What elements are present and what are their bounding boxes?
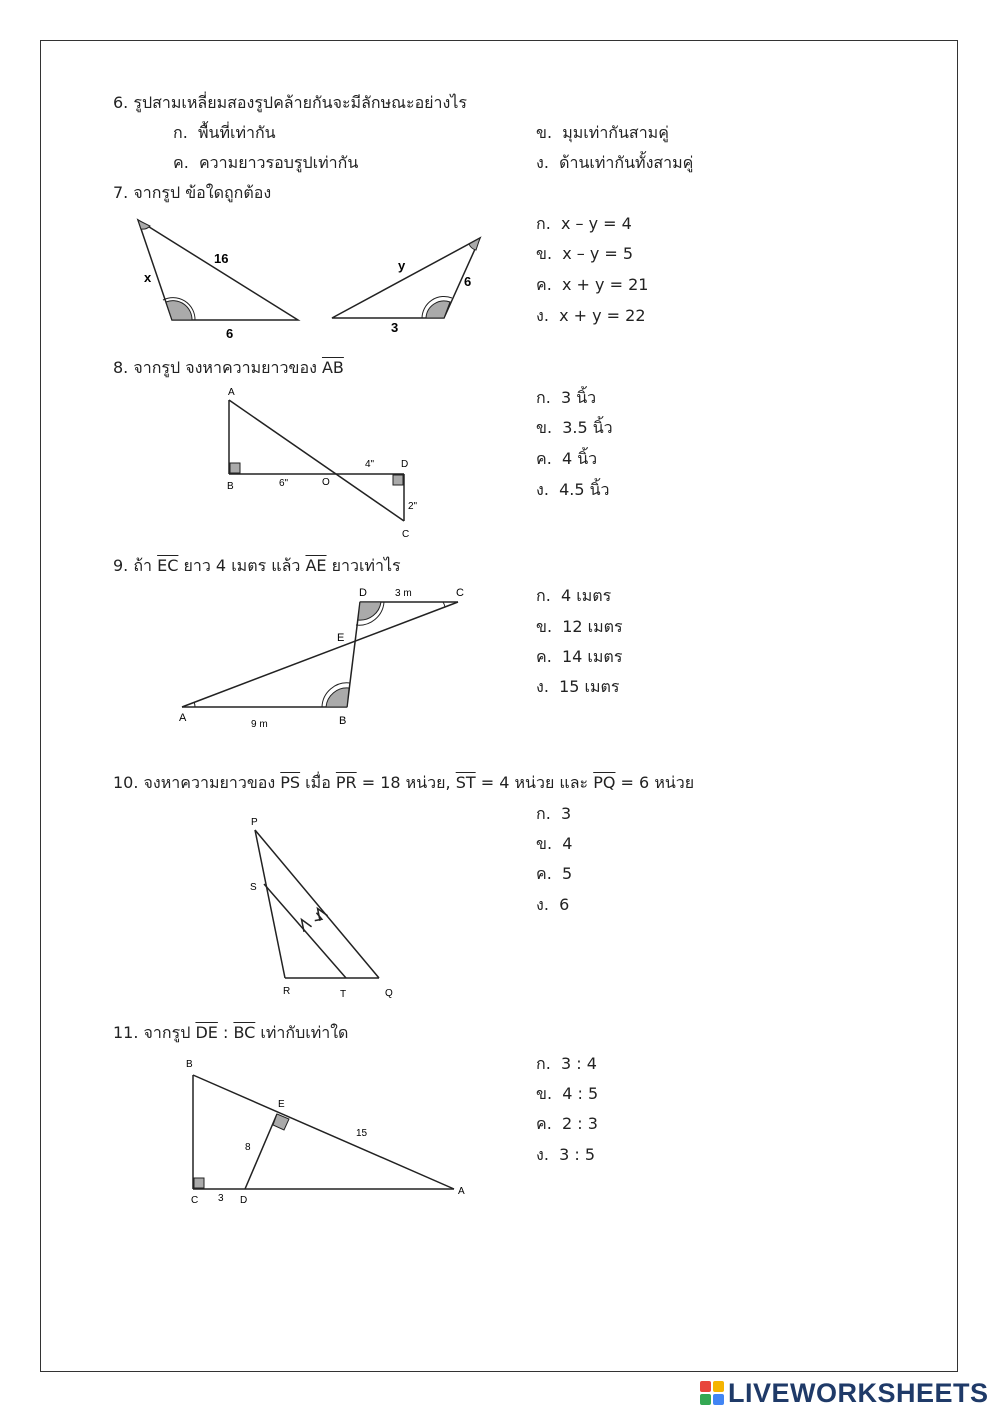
logo-square: [700, 1394, 711, 1405]
svg-text:C: C: [402, 529, 410, 540]
segment-ab: $\overline{AB}$: [321, 358, 344, 377]
svg-text:2": 2": [408, 501, 418, 512]
svg-text:B: B: [227, 481, 234, 492]
logo-square: [700, 1381, 711, 1392]
question-text: จากรูป จงหาความยาวของ: [133, 358, 322, 377]
choice-7b[interactable]: ข. x – y = 5: [536, 244, 634, 263]
choice-10d[interactable]: ง. 6: [536, 895, 570, 914]
svg-text:3 m: 3 m: [395, 588, 412, 599]
q10-figure: [240, 810, 410, 1005]
choice-6c[interactable]: ค. ความยาวรอบรูปเท่ากัน: [173, 153, 359, 172]
choice-7d[interactable]: ง. x + y = 22: [536, 306, 646, 325]
svg-text:A: A: [179, 712, 187, 724]
choice-6b[interactable]: ข. มุมเท่ากันสามคู่: [536, 123, 669, 142]
q11-figure: [180, 1055, 480, 1210]
svg-text:S: S: [250, 882, 257, 893]
choice-11d[interactable]: ง. 3 : 5: [536, 1145, 595, 1164]
question-number: 11.: [113, 1023, 139, 1042]
q8-figure: [220, 383, 440, 543]
svg-text:D: D: [359, 587, 367, 599]
choice-8d[interactable]: ง. 4.5 นิ้ว: [536, 480, 610, 499]
choice-11a[interactable]: ก. 3 : 4: [536, 1054, 597, 1073]
liveworksheets-wordmark: LIVEWORKSHEETS: [728, 1377, 989, 1408]
segment-ae: $\overline{AE}$: [305, 556, 327, 575]
choice-8b[interactable]: ข. 3.5 นิ้ว: [536, 418, 613, 437]
choice-8a[interactable]: ก. 3 นิ้ว: [536, 388, 597, 407]
question-9: 9. ถ้า $\overline{EC}$ ยาว 4 เมตร แล้ว $\overline{AE}$ ยาวเท่าไร: [113, 556, 401, 575]
svg-text:9 m: 9 m: [251, 719, 268, 730]
choice-10b[interactable]: ข. 4: [536, 834, 573, 853]
choice-9d[interactable]: ง. 15 เมตร: [536, 677, 620, 696]
svg-text:D: D: [240, 1195, 248, 1206]
choice-6a[interactable]: ก. พื้นที่เท่ากัน: [173, 123, 276, 142]
segment-bc: $\overline{BC}$: [233, 1023, 256, 1042]
question-number: 9.: [113, 556, 129, 575]
question-text: รูปสามเหลี่ยมสองรูปคล้ายกันจะมีลักษณะอย่างไร: [133, 93, 467, 112]
choice-9b[interactable]: ข. 12 เมตร: [536, 617, 623, 636]
svg-text:A: A: [228, 387, 235, 398]
choice-11b[interactable]: ข. 4 : 5: [536, 1084, 599, 1103]
svg-text:O: O: [322, 477, 330, 488]
svg-text:Q: Q: [385, 988, 393, 999]
logo-square: [713, 1381, 724, 1392]
svg-text:T: T: [340, 989, 347, 1000]
choice-10a[interactable]: ก. 3: [536, 804, 572, 823]
choice-9a[interactable]: ก. 4 เมตร: [536, 586, 612, 605]
svg-text:R: R: [283, 986, 291, 997]
question-number: 8.: [113, 358, 129, 377]
segment-ps: $\overline{PS}$: [280, 773, 301, 792]
question-8: [113, 358, 344, 378]
q7-label-right-base: 3: [391, 320, 399, 335]
choice-11c[interactable]: ค. 2 : 3: [536, 1114, 598, 1133]
svg-text:3: 3: [218, 1193, 224, 1204]
question-number: 6.: [113, 93, 129, 112]
q7-right-triangle: [332, 238, 480, 335]
svg-text:6": 6": [279, 478, 289, 489]
q7-label-y: y: [398, 258, 406, 273]
svg-text:P: P: [251, 817, 258, 828]
choice-6d[interactable]: ง. ด้านเท่ากันทั้งสามคู่: [536, 153, 694, 172]
choice-8c[interactable]: ค. 4 นิ้ว: [536, 449, 598, 468]
question-7: [113, 183, 271, 203]
question-6: [113, 93, 467, 113]
svg-text:8: 8: [245, 1142, 251, 1153]
q9-figure: [175, 582, 475, 732]
logo-square: [713, 1394, 724, 1405]
choice-9c[interactable]: ค. 14 เมตร: [536, 647, 623, 666]
choice-7a[interactable]: ก. x – y = 4: [536, 214, 632, 233]
liveworksheets-logo-icon: [700, 1381, 724, 1405]
segment-de: $\overline{DE}$: [195, 1023, 218, 1042]
choice-10c[interactable]: ค. 5: [536, 864, 573, 883]
q7-triangles-figure: [120, 210, 500, 345]
svg-text:C: C: [191, 1195, 199, 1206]
segment-pq: $\overline{PQ}$: [593, 773, 616, 792]
question-number: 10.: [113, 773, 139, 792]
svg-text:C: C: [456, 587, 464, 599]
q7-label-16: 16: [214, 251, 229, 266]
choice-7c[interactable]: ค. x + y = 21: [536, 275, 649, 294]
segment-st: $\overline{ST}$: [455, 773, 476, 792]
svg-text:4": 4": [365, 459, 375, 470]
q7-left-triangle: [138, 220, 298, 341]
segment-ec: $\overline{EC}$: [157, 556, 179, 575]
segment-pr: $\overline{PR}$: [335, 773, 357, 792]
svg-text:A: A: [458, 1186, 465, 1197]
q7-label-left-base: 6: [226, 326, 234, 341]
svg-text:E: E: [278, 1099, 285, 1110]
svg-text:15: 15: [356, 1128, 368, 1139]
question-11: 11. จากรูป $\overline{DE}$ : $\overline{BC}$ เท่ากับเท่าใด: [113, 1023, 349, 1042]
question-number: 7.: [113, 183, 129, 202]
svg-text:B: B: [186, 1059, 193, 1070]
question-text: จากรูป ข้อใดถูกต้อง: [133, 183, 272, 202]
q7-label-x: x: [144, 270, 152, 285]
svg-text:E: E: [337, 632, 345, 644]
q7-label-right-side: 6: [464, 274, 472, 289]
liveworksheets-logo[interactable]: [700, 1378, 989, 1408]
svg-text:B: B: [339, 715, 347, 727]
svg-text:D: D: [401, 459, 409, 470]
question-10: 10. จงหาความยาวของ $\overline{PS}$ เมื่อ $\overline{PR} = 18$ หน่วย, $\overline{ST} = 4$ หน่วย และ $\overline{PQ} = 6$ หน่วย: [113, 773, 695, 792]
